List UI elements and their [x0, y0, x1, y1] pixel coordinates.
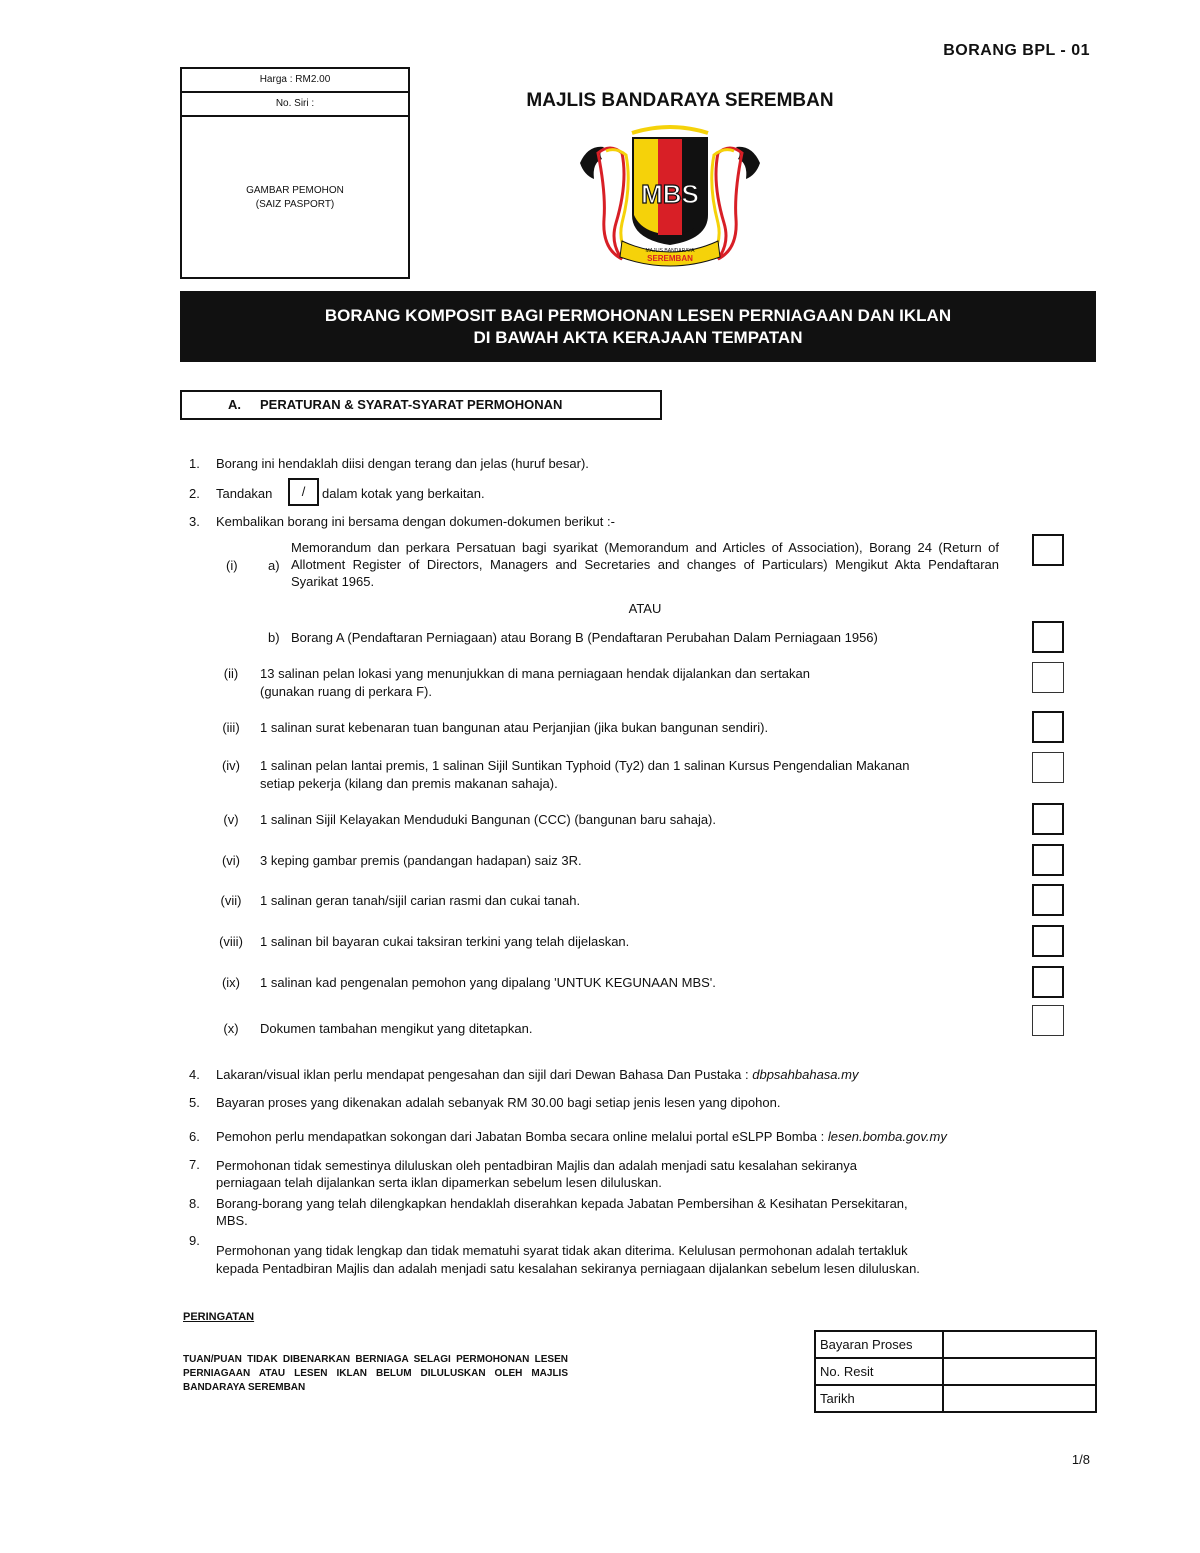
doc-viii-text: 1 salinan bil bayaran cukai taksiran terkini yang telah dijelaskan. [260, 934, 630, 949]
doc-ii-checkbox[interactable] [1032, 662, 1064, 693]
rule-9-text-1: Permohonan yang tidak lengkap dan tidak mematuhi syarat tidak akan diterima. Kelulusan permohonan adalah tertakluk [216, 1243, 908, 1258]
doc-x-checkbox[interactable] [1032, 1005, 1064, 1036]
photo-box[interactable] [180, 67, 410, 279]
serial-number-field[interactable]: No. Siri : [182, 93, 408, 117]
doc-vi-checkbox[interactable] [1032, 844, 1064, 876]
date-field[interactable] [943, 1385, 1096, 1412]
photo-label-1: GAMBAR PEMOHON [246, 185, 344, 196]
rule-5-number: 5. [189, 1095, 200, 1110]
rule-9-number: 9. [189, 1233, 200, 1248]
doc-v-roman: (v) [223, 812, 239, 827]
rule-6-number: 6. [189, 1129, 200, 1144]
mbs-crest-icon [570, 123, 770, 273]
rule-3-text: Kembalikan borang ini bersama dengan dokumen-dokumen berikut :- [216, 514, 615, 529]
rule-4-text: Lakaran/visual iklan perlu mendapat pengesahan dan sijil dari Dewan Bahasa Dan Pustaka : dbpsahbahasa.my [216, 1067, 859, 1082]
doc-ix-text: 1 salinan kad pengenalan pemohon yang dipalang 'UNTUK KEGUNAAN MBS'. [260, 975, 716, 990]
rule-8-text-2: MBS. [216, 1213, 248, 1228]
rule-2-after: dalam kotak yang berkaitan. [322, 486, 485, 501]
table-row [815, 1385, 1096, 1412]
section-a-heading [180, 390, 662, 420]
tick-example-box: / [288, 478, 319, 506]
rule-7-number: 7. [189, 1157, 200, 1172]
doc-i-b-checkbox[interactable] [1032, 621, 1064, 653]
doc-iv-text-1: 1 salinan pelan lantai premis, 1 salinan Sijil Suntikan Typhoid (Ty2) dan 1 salinan Kursus Pengendalian Makanan [260, 758, 910, 773]
doc-i-b-text: Borang A (Pendaftaran Perniagaan) atau Borang B (Pendaftaran Perubahan Dalam Perniagaan 1956) [291, 630, 878, 645]
photo-label-2: (SAIZ PASPORT) [255, 199, 335, 210]
doc-ix-checkbox[interactable] [1032, 966, 1064, 998]
doc-iii-checkbox[interactable] [1032, 711, 1064, 743]
doc-ii-roman: (ii) [223, 666, 239, 681]
receipt-number-field[interactable] [943, 1358, 1096, 1385]
form-title-line-1: BORANG KOMPOSIT BAGI PERMOHONAN LESEN PERNIAGAAN DAN IKLAN [324, 306, 952, 325]
rule-7-text-2: perniagaan telah dijalankan serta iklan dipamerkan sebelum lesen diluluskan. [216, 1175, 662, 1190]
warning-heading: PERINGATAN [183, 1311, 255, 1323]
form-code: BORANG BPL - 01 [943, 42, 1090, 59]
doc-ix-roman: (ix) [221, 975, 241, 990]
doc-iv-checkbox[interactable] [1032, 752, 1064, 783]
logo-scroll-text-2: SEREMBAN [647, 254, 693, 263]
warning-body: TUAN/PUAN TIDAK DIBENARKAN BERNIAGA SELAGI PERMOHONAN LESEN PERNIAGAAN ATAU LESEN IKLAN BELUM DILULUSKAN OLEH MAJLIS BANDARAYA SEREMBAN [183, 1354, 568, 1393]
doc-viii-checkbox[interactable] [1032, 925, 1064, 957]
doc-i-roman: (i) [226, 558, 238, 573]
doc-viii-roman: (viii) [219, 934, 243, 949]
table-row [815, 1358, 1096, 1385]
table-row [815, 1331, 1096, 1358]
rule-6-text: Pemohon perlu mendapatkan sokongan dari Jabatan Bomba secara online melalui portal eSLPP Bomba : lesen.bomba.gov.my [216, 1129, 947, 1144]
doc-x-roman: (x) [223, 1021, 239, 1036]
form-title-banner [180, 291, 1096, 362]
doc-i-a-text: Memorandum dan perkara Persatuan bagi syarikat (Memorandum and Articles of Association), Borang 24 (Return of Allotment Register of Directors, Managers and Secretaries and changes of Particulars) Mengikut Akta Pendaftaran Syarikat 1965. [291, 540, 999, 589]
doc-v-text: 1 salinan Sijil Kelayakan Menduduki Bangunan (CCC) (bangunan baru sahaja). [260, 812, 717, 827]
dbp-link[interactable]: dbpsahbahasa.my [752, 1067, 859, 1082]
doc-v-checkbox[interactable] [1032, 803, 1064, 835]
doc-i-a-letter: a) [268, 558, 280, 573]
rule-2-before: Tandakan [216, 486, 273, 501]
doc-vi-text: 3 keping gambar premis (pandangan hadapan) saiz 3R. [260, 853, 582, 868]
rule-2-number: 2. [189, 486, 200, 501]
doc-vi-roman: (vi) [221, 853, 241, 868]
rule-4-number: 4. [189, 1067, 200, 1082]
price-label: Harga : RM2.00 [182, 69, 408, 93]
atau-label: ATAU [628, 601, 662, 616]
rule-1-number: 1. [189, 456, 200, 471]
doc-ii-text-2: (gunakan ruang di perkara F). [260, 684, 432, 699]
doc-iv-roman: (iv) [221, 758, 241, 773]
doc-vii-text: 1 salinan geran tanah/sijil carian rasmi dan cukai tanah. [260, 893, 581, 908]
rule-8-text-1: Borang-borang yang telah dilengkapkan hendaklah diserahkan kepada Jabatan Pembersihan & Kesihatan Persekitaran, [216, 1196, 908, 1211]
council-name: MAJLIS BANDARAYA SEREMBAN [526, 90, 834, 111]
rule-8-number: 8. [189, 1196, 200, 1211]
rule-3-number: 3. [189, 514, 200, 529]
date-label: Tarikh [815, 1385, 943, 1412]
photo-placeholder [182, 184, 408, 212]
doc-ii-text-1: 13 salinan pelan lokasi yang menunjukkan di mana perniagaan hendak dijalankan dan sertakan [260, 666, 810, 681]
page-number: 1/8 [1071, 1452, 1090, 1467]
doc-i-a-checkbox[interactable] [1032, 534, 1064, 566]
logo-initials: MBS [641, 179, 699, 209]
rule-7-text-1: Permohonan tidak semestinya diluluskan oleh pentadbiran Majlis dan adalah menjadi satu kesalahan sekiranya [216, 1158, 858, 1173]
section-a-title: PERATURAN & SYARAT-SYARAT PERMOHONAN [260, 397, 563, 412]
receipt-number-label: No. Resit [815, 1358, 943, 1385]
section-a-letter: A. [228, 397, 241, 412]
bomba-link[interactable]: lesen.bomba.gov.my [827, 1129, 947, 1144]
doc-x-text: Dokumen tambahan mengikut yang ditetapkan. [260, 1021, 533, 1036]
processing-fee-label: Bayaran Proses [815, 1331, 943, 1358]
doc-vii-roman: (vii) [220, 893, 242, 908]
doc-iv-text-2: setiap pekerja (kilang dan premis makanan sahaja). [260, 776, 558, 791]
doc-iii-text: 1 salinan surat kebenaran tuan bangunan atau Perjanjian (jika bukan bangunan sendiri). [260, 720, 769, 735]
rule-9-text-2: kepada Pentadbiran Majlis dan adalah menjadi satu kesalahan sekiranya perniagaan dijalankan sebelum lesen diluluskan. [216, 1261, 920, 1276]
doc-iii-roman: (iii) [222, 720, 240, 735]
logo-scroll-text-1: MAJLIS BANDARAYA [645, 248, 695, 254]
office-use-table [814, 1330, 1097, 1413]
rule-5-text: Bayaran proses yang dikenakan adalah sebanyak RM 30.00 bagi setiap jenis lesen yang dipohon. [216, 1095, 781, 1110]
processing-fee-field[interactable] [943, 1331, 1096, 1358]
doc-i-b-letter: b) [268, 630, 280, 645]
form-title-line-2: DI BAWAH AKTA KERAJAAN TEMPATAN [473, 328, 803, 347]
rule-1-text: Borang ini hendaklah diisi dengan terang dan jelas (huruf besar). [216, 456, 589, 471]
doc-vii-checkbox[interactable] [1032, 884, 1064, 916]
